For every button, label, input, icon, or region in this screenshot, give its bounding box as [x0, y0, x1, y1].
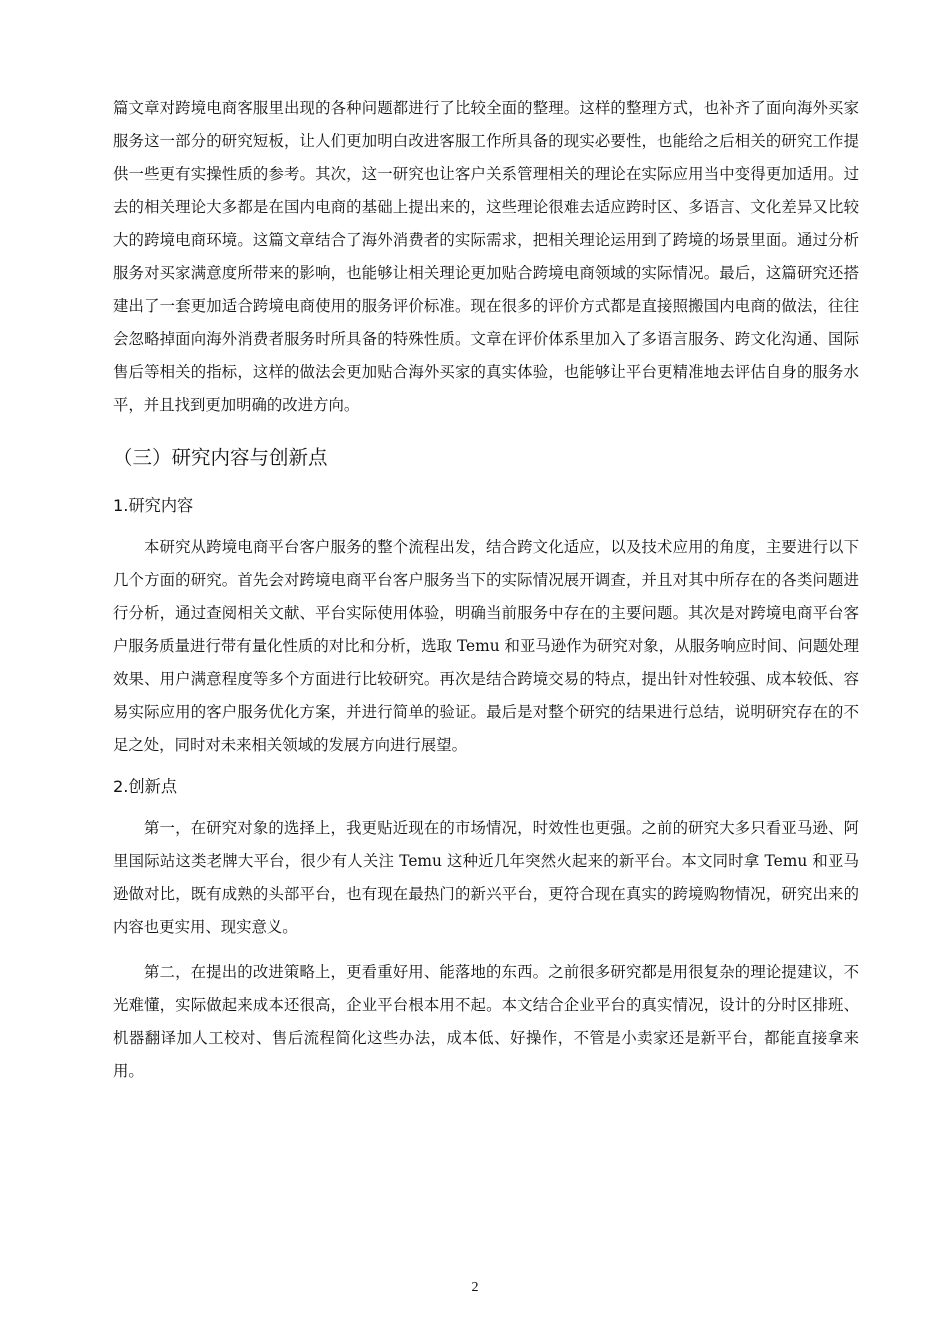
document-body	[113, 92, 859, 1088]
section-heading-research-content-and-innovation: （三）研究内容与创新点	[113, 446, 328, 469]
research-content-paragraph: 本研究从跨境电商平台客户服务的整个流程出发，结合跨文化适应，以及技术应用的角度，主要进行以下几个方面的研究。首先会对跨境电商平台客户服务当下的实际情况展开调查，并且对其中所存在的各类问题进行分析，通过查阅相关文献、平台实际使用体验，明确当前服务中存在的主要问题。其次是对跨境电商平台客户服务质量进行带有量化性质的对比和分析，选取 Temu 和亚马逊作为研究对象，从服务响应时间、问题处理效果、用户满意程度等多个方面进行比较研究。再次是结合跨境交易的特点，提出针对性较强、成本较低、容易实际应用的客户服务优化方案，并进行简单的验证。最后是对整个研究的结果进行总结，说明研究存在的不足之处，同时对未来相关领域的发展方向进行展望。	[113, 538, 859, 754]
continuation-paragraph: 篇文章对跨境电商客服里出现的各种问题都进行了比较全面的整理。这样的整理方式，也补齐了面向海外买家服务这一部分的研究短板，让人们更加明白改进客服工作所具备的现实必要性，也能给之后相关的研究工作提供一些更有实操性质的参考。其次，这一研究也让客户关系管理相关的理论在实际应用当中变得更加适用。过去的相关理论大多都是在国内电商的基础上提出来的，这些理论很难去适应跨时区、多语言、文化差异又比较大的跨境电商环境。这篇文章结合了海外消费者的实际需求，把相关理论运用到了跨境的场景里面。通过分析服务对买家满意度所带来的影响，也能够让相关理论更加贴合跨境电商领域的实际情况。最后，这篇研究还搭建出了一套更加适合跨境电商使用的服务评价标准。现在很多的评价方式都是直接照搬国内电商的做法，往往会忽略掉面向海外消费者服务时所具备的特殊性质。文章在评价体系里加入了多语言服务、跨文化沟通、国际售后等相关的指标，这样的做法会更加贴合海外买家的真实体验，也能够让平台更精准地去评估自身的服务水平，并且找到更加明确的改进方向。	[113, 99, 859, 414]
innovation-paragraph-2: 第二，在提出的改进策略上，更看重好用、能落地的东西。之前很多研究都是用很复杂的理论提建议，不光难懂，实际做起来成本还很高，企业平台根本用不起。本文结合企业平台的真实情况，设计的分时区排班、机器翻译加人工校对、售后流程简化这些办法，成本低、好操作，不管是小卖家还是新平台，都能直接拿来用。	[113, 963, 859, 1080]
page-number: 2	[471, 1280, 479, 1295]
subsection-heading-research-content: 1.研究内容	[113, 496, 194, 515]
innovation-paragraph-1: 第一，在研究对象的选择上，我更贴近现在的市场情况，时效性也更强。之前的研究大多只看亚马逊、阿里国际站这类老牌大平台，很少有人关注 Temu 这种近几年突然火起来的新平台。本文同时拿 Temu 和亚马逊做对比，既有成熟的头部平台，也有现在最热门的新兴平台，更符合现在真实的跨境购物情况，研究出来的内容也更实用、现实意义。	[113, 819, 859, 936]
subsection-heading-innovation: 2.创新点	[113, 777, 178, 796]
